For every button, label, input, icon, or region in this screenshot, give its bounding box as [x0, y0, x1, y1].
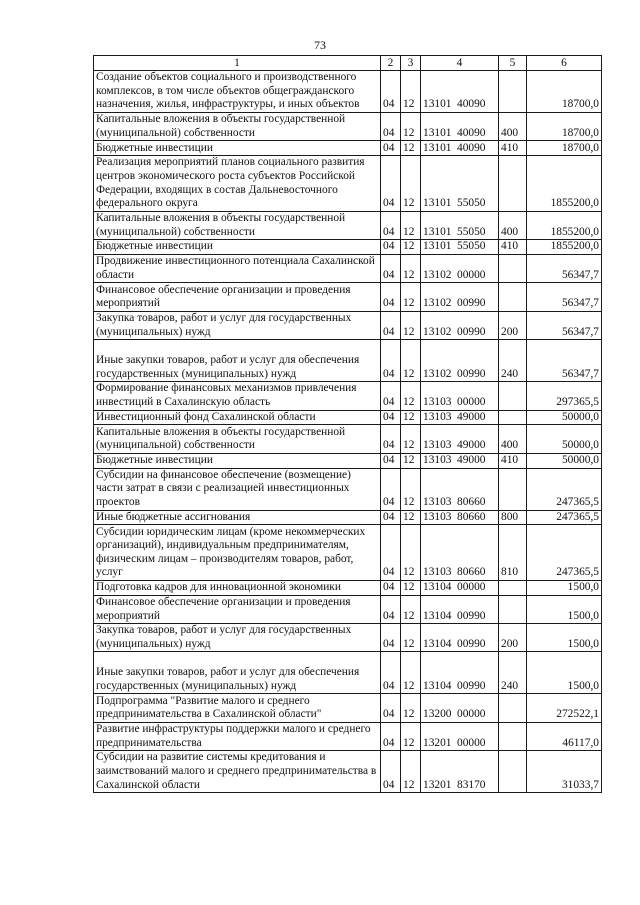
table-row	[94, 722, 602, 750]
row-expense-type: 240	[499, 652, 527, 694]
row-section: 04	[381, 240, 401, 255]
row-target-code-program: 13103	[423, 439, 452, 452]
row-target-code	[421, 71, 499, 113]
header-col-1: 1	[94, 56, 381, 71]
row-target-code-program: 13102	[423, 297, 452, 310]
row-section: 04	[381, 410, 401, 425]
table-row	[94, 141, 602, 156]
header-col-5: 5	[499, 56, 527, 71]
row-amount: 1500,0	[527, 595, 602, 623]
row-target-code	[421, 510, 499, 525]
table-row	[94, 425, 602, 453]
row-expense-type: 410	[499, 240, 527, 255]
row-name: Капитальные вложения в объекты государственной (муниципальной) собственности	[94, 211, 381, 239]
row-expense-type	[499, 71, 527, 113]
table-row	[94, 595, 602, 623]
row-expense-type	[499, 156, 527, 212]
row-amount: 247365,5	[527, 468, 602, 510]
row-target-code	[421, 382, 499, 410]
row-name: Формирование финансовых механизмов привлечения инвестиций в Сахалинскую область	[94, 382, 381, 410]
row-subsection: 12	[401, 340, 421, 382]
row-name: Финансовое обеспечение организации и проведения мероприятий	[94, 595, 381, 623]
row-amount: 1500,0	[527, 624, 602, 652]
row-amount: 272522,1	[527, 694, 602, 722]
row-name: Бюджетные инвестиции	[94, 453, 381, 468]
row-amount: 1855200,0	[527, 211, 602, 239]
row-target-code-program: 13103	[423, 395, 452, 408]
row-target-code	[421, 751, 499, 793]
row-section: 04	[381, 624, 401, 652]
row-target-code	[421, 652, 499, 694]
table-row	[94, 71, 602, 113]
row-target-code-program: 13104	[423, 581, 452, 594]
row-target-code-direction: 49000	[457, 439, 486, 452]
row-target-code-program: 13104	[423, 637, 452, 650]
row-subsection: 12	[401, 624, 421, 652]
row-section: 04	[381, 468, 401, 510]
table-row	[94, 382, 602, 410]
row-amount: 247365,5	[527, 525, 602, 581]
row-section: 04	[381, 141, 401, 156]
row-name: Подготовка кадров для инновационной экономики	[94, 580, 381, 595]
row-amount: 46117,0	[527, 722, 602, 750]
row-target-code	[421, 240, 499, 255]
row-section: 04	[381, 311, 401, 339]
table-row	[94, 113, 602, 141]
row-expense-type	[499, 382, 527, 410]
table-row	[94, 468, 602, 510]
row-name: Субсидии на развитие системы кредитования и заимствований малого и среднего предпринимательства в Сахалинской области	[94, 751, 381, 793]
row-expense-type: 400	[499, 113, 527, 141]
row-target-code	[421, 410, 499, 425]
row-target-code-direction: 49000	[457, 453, 486, 466]
row-name: Реализация мероприятий планов социального развития центров экономического роста субъектов Российской Федерации, входящих в состав Дальневосточного федерального округа	[94, 156, 381, 212]
row-name: Иные закупки товаров, работ и услуг для обеспечения государственных (муниципальных) нужд	[94, 652, 381, 694]
row-target-code-program: 13101	[423, 240, 452, 253]
row-name: Продвижение инвестиционного потенциала Сахалинской области	[94, 254, 381, 282]
row-subsection: 12	[401, 722, 421, 750]
row-target-code-direction: 00990	[457, 609, 486, 622]
page-number: 73	[314, 38, 326, 52]
row-section: 04	[381, 254, 401, 282]
row-amount: 56347,7	[527, 340, 602, 382]
row-expense-type: 400	[499, 211, 527, 239]
row-subsection: 12	[401, 254, 421, 282]
row-expense-type: 200	[499, 311, 527, 339]
row-target-code-direction: 00990	[457, 297, 486, 310]
table-row	[94, 624, 602, 652]
row-target-code	[421, 595, 499, 623]
table-row	[94, 211, 602, 239]
row-section: 04	[381, 580, 401, 595]
row-subsection: 12	[401, 595, 421, 623]
row-target-code-direction: 00990	[457, 367, 486, 380]
row-target-code-direction: 80660	[457, 566, 486, 579]
row-target-code-program: 13103	[423, 510, 452, 523]
table-header-row	[94, 56, 602, 71]
row-target-code-direction: 00000	[457, 736, 486, 749]
row-target-code-direction: 00990	[457, 679, 486, 692]
row-name: Капитальные вложения в объекты государственной (муниципальной) собственности	[94, 113, 381, 141]
row-target-code-program: 13101	[423, 197, 452, 210]
table-row	[94, 751, 602, 793]
row-subsection: 12	[401, 751, 421, 793]
table-row	[94, 254, 602, 282]
row-target-code	[421, 141, 499, 156]
row-target-code-program: 13102	[423, 325, 452, 338]
row-target-code	[421, 340, 499, 382]
row-target-code-program: 13101	[423, 225, 452, 238]
row-target-code	[421, 694, 499, 722]
row-name: Финансовое обеспечение организации и проведения мероприятий	[94, 283, 381, 311]
row-section: 04	[381, 652, 401, 694]
row-name: Подпрограмма "Развитие малого и среднего предпринимательства в Сахалинской области"	[94, 694, 381, 722]
row-expense-type	[499, 694, 527, 722]
row-section: 04	[381, 382, 401, 410]
row-name: Субсидии на финансовое обеспечение (возмещение) части затрат в связи с реализацией инвестиционных проектов	[94, 468, 381, 510]
row-subsection: 12	[401, 425, 421, 453]
budget-table	[93, 55, 602, 793]
row-section: 04	[381, 425, 401, 453]
row-name: Иные бюджетные ассигнования	[94, 510, 381, 525]
row-subsection: 12	[401, 580, 421, 595]
row-subsection: 12	[401, 240, 421, 255]
row-target-code-direction: 55050	[457, 225, 486, 238]
row-section: 04	[381, 694, 401, 722]
row-target-code-direction: 00000	[457, 708, 486, 721]
row-amount: 56347,7	[527, 254, 602, 282]
row-target-code	[421, 722, 499, 750]
row-subsection: 12	[401, 410, 421, 425]
row-expense-type	[499, 254, 527, 282]
row-target-code-program: 13201	[423, 778, 452, 791]
row-subsection: 12	[401, 156, 421, 212]
row-target-code-program: 13103	[423, 566, 452, 579]
row-target-code	[421, 254, 499, 282]
header-col-2: 2	[381, 56, 401, 71]
row-target-code-program: 13103	[423, 495, 452, 508]
row-expense-type	[499, 410, 527, 425]
row-expense-type	[499, 468, 527, 510]
header-col-3: 3	[401, 56, 421, 71]
row-expense-type	[499, 595, 527, 623]
row-amount: 18700,0	[527, 141, 602, 156]
row-subsection: 12	[401, 141, 421, 156]
row-target-code	[421, 311, 499, 339]
row-target-code-program: 13104	[423, 609, 452, 622]
table-row	[94, 156, 602, 212]
row-subsection: 12	[401, 113, 421, 141]
row-name: Капитальные вложения в объекты государственной (муниципальной) собственности	[94, 425, 381, 453]
row-name: Закупка товаров, работ и услуг для государственных (муниципальных) нужд	[94, 311, 381, 339]
row-target-code	[421, 525, 499, 581]
row-section: 04	[381, 510, 401, 525]
row-section: 04	[381, 722, 401, 750]
row-expense-type	[499, 722, 527, 750]
row-target-code-direction: 00990	[457, 637, 486, 650]
row-target-code-direction: 00000	[457, 268, 486, 281]
row-target-code	[421, 425, 499, 453]
row-target-code-direction: 55050	[457, 240, 486, 253]
row-name: Субсидии юридическим лицам (кроме некоммерческих организаций), индивидуальным предпринимателям, физическим лицам – производителям товаров, работ, услуг	[94, 525, 381, 581]
row-target-code-program: 13101	[423, 126, 452, 139]
row-expense-type: 800	[499, 510, 527, 525]
row-amount: 56347,7	[527, 311, 602, 339]
header-col-4: 4	[421, 56, 499, 71]
row-target-code-direction: 40090	[457, 141, 486, 154]
row-amount: 56347,7	[527, 283, 602, 311]
row-target-code	[421, 156, 499, 212]
row-section: 04	[381, 595, 401, 623]
row-section: 04	[381, 156, 401, 212]
table-row	[94, 240, 602, 255]
row-subsection: 12	[401, 652, 421, 694]
row-name: Закупка товаров, работ и услуг для государственных (муниципальных) нужд	[94, 624, 381, 652]
row-subsection: 12	[401, 468, 421, 510]
row-subsection: 12	[401, 382, 421, 410]
row-name: Иные закупки товаров, работ и услуг для обеспечения государственных (муниципальных) нужд	[94, 340, 381, 382]
row-amount: 18700,0	[527, 71, 602, 113]
row-expense-type	[499, 580, 527, 595]
row-section: 04	[381, 751, 401, 793]
row-target-code	[421, 283, 499, 311]
row-target-code-direction: 40090	[457, 98, 486, 111]
table-row	[94, 410, 602, 425]
table-row	[94, 510, 602, 525]
row-section: 04	[381, 340, 401, 382]
table-row	[94, 652, 602, 694]
row-name: Создание объектов социального и производственного комплексов, в том числе объектов общегражданского назначения, жилья, инфраструктуры, и иных объектов	[94, 71, 381, 113]
row-subsection: 12	[401, 694, 421, 722]
row-target-code-direction: 00000	[457, 395, 486, 408]
row-name: Бюджетные инвестиции	[94, 240, 381, 255]
row-expense-type: 810	[499, 525, 527, 581]
row-expense-type: 240	[499, 340, 527, 382]
table-row	[94, 340, 602, 382]
table-row	[94, 694, 602, 722]
row-target-code-direction: 55050	[457, 197, 486, 210]
row-expense-type: 410	[499, 453, 527, 468]
row-target-code-program: 13101	[423, 98, 452, 111]
row-target-code-direction: 80660	[457, 495, 486, 508]
row-expense-type: 200	[499, 624, 527, 652]
row-subsection: 12	[401, 510, 421, 525]
row-name: Развитие инфраструктуры поддержки малого и среднего предпринимательства	[94, 722, 381, 750]
table-row	[94, 580, 602, 595]
row-target-code-direction: 83170	[457, 778, 486, 791]
row-target-code-direction: 40090	[457, 126, 486, 139]
row-target-code-program: 13102	[423, 367, 452, 380]
row-subsection: 12	[401, 211, 421, 239]
row-target-code-program: 13102	[423, 268, 452, 281]
table-row	[94, 453, 602, 468]
row-section: 04	[381, 211, 401, 239]
row-subsection: 12	[401, 283, 421, 311]
row-amount: 18700,0	[527, 113, 602, 141]
row-target-code-direction: 00990	[457, 325, 486, 338]
row-name: Инвестиционный фонд Сахалинской области	[94, 410, 381, 425]
row-amount: 1855200,0	[527, 156, 602, 212]
row-target-code	[421, 468, 499, 510]
row-amount: 31033,7	[527, 751, 602, 793]
row-section: 04	[381, 71, 401, 113]
row-target-code	[421, 113, 499, 141]
row-name: Бюджетные инвестиции	[94, 141, 381, 156]
row-target-code-program: 13200	[423, 708, 452, 721]
table-body	[94, 71, 602, 793]
row-amount: 50000,0	[527, 425, 602, 453]
row-amount: 1500,0	[527, 580, 602, 595]
row-amount: 50000,0	[527, 410, 602, 425]
row-amount: 50000,0	[527, 453, 602, 468]
row-expense-type: 410	[499, 141, 527, 156]
row-target-code-direction: 80660	[457, 510, 486, 523]
row-target-code	[421, 624, 499, 652]
row-amount: 247365,5	[527, 510, 602, 525]
row-section: 04	[381, 525, 401, 581]
row-expense-type: 400	[499, 425, 527, 453]
row-section: 04	[381, 453, 401, 468]
row-target-code-program: 13201	[423, 736, 452, 749]
row-subsection: 12	[401, 311, 421, 339]
row-subsection: 12	[401, 525, 421, 581]
row-amount: 1855200,0	[527, 240, 602, 255]
row-target-code	[421, 211, 499, 239]
row-target-code	[421, 580, 499, 595]
row-target-code-direction: 00000	[457, 581, 486, 594]
row-expense-type	[499, 283, 527, 311]
row-section: 04	[381, 283, 401, 311]
row-target-code-direction: 49000	[457, 410, 486, 423]
header-col-6: 6	[527, 56, 602, 71]
row-amount: 1500,0	[527, 652, 602, 694]
row-target-code-program: 13103	[423, 453, 452, 466]
row-target-code	[421, 453, 499, 468]
table-row	[94, 311, 602, 339]
row-section: 04	[381, 113, 401, 141]
row-target-code-program: 13101	[423, 141, 452, 154]
table-row	[94, 525, 602, 581]
row-target-code-program: 13104	[423, 679, 452, 692]
table-row	[94, 283, 602, 311]
row-subsection: 12	[401, 71, 421, 113]
row-subsection: 12	[401, 453, 421, 468]
row-target-code-program: 13103	[423, 410, 452, 423]
row-expense-type	[499, 751, 527, 793]
row-amount: 297365,5	[527, 382, 602, 410]
